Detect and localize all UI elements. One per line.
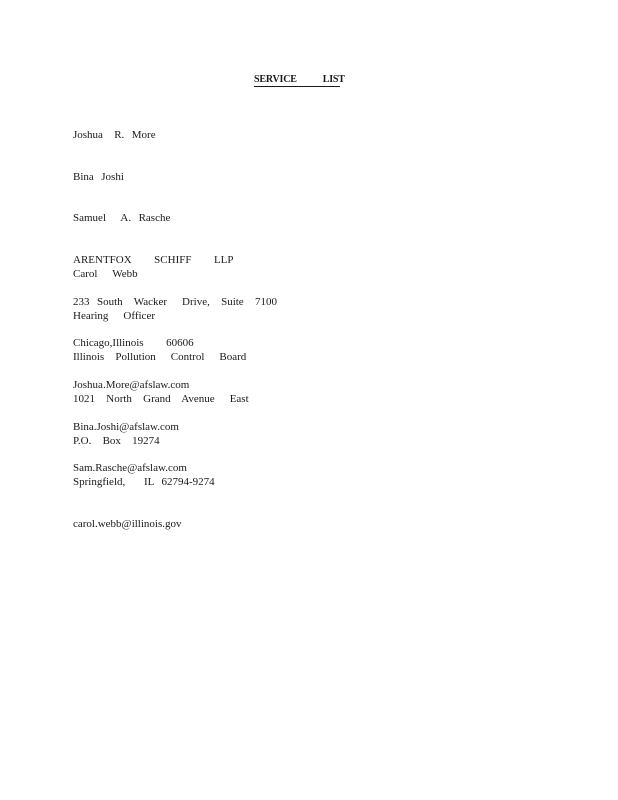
recipient-po-box: P.O. Box 19274 (73, 434, 160, 447)
recipient-firm: ARENTFOX SCHIFF LLP (73, 253, 234, 266)
recipient-city-state-zip: Springfield, IL 62794-9274 (73, 476, 215, 489)
title-word-list: LIST (322, 74, 345, 85)
recipient-email: Joshua.More@afslaw.com (73, 379, 190, 392)
recipient-street-address: 1021 North Grand Avenue East (73, 392, 249, 405)
recipient-title: Hearing Officer (73, 309, 155, 322)
recipient-city-state-zip: Chicago,Illinois 60606 (73, 337, 194, 350)
recipient-name: Carol Webb (73, 267, 138, 280)
service-recipient-hearing-officer (73, 240, 249, 546)
recipient-street-address: 233 South Wacker Drive, Suite 7100 (73, 295, 277, 308)
recipient-name: Joshua R. More (73, 128, 156, 141)
recipient-name: Bina Joshi (73, 170, 124, 183)
recipient-email: carol.webb@illinois.gov (73, 518, 182, 531)
title-word-service: SERVICE (254, 74, 297, 85)
recipient-organization: Illinois Pollution Control Board (73, 351, 247, 364)
recipient-email: Sam.Rasche@afslaw.com (73, 462, 187, 475)
recipient-name: Samuel A. Rasche (73, 212, 171, 225)
page-title (254, 74, 345, 87)
recipient-email: Bina.Joshi@afslaw.com (73, 420, 179, 433)
